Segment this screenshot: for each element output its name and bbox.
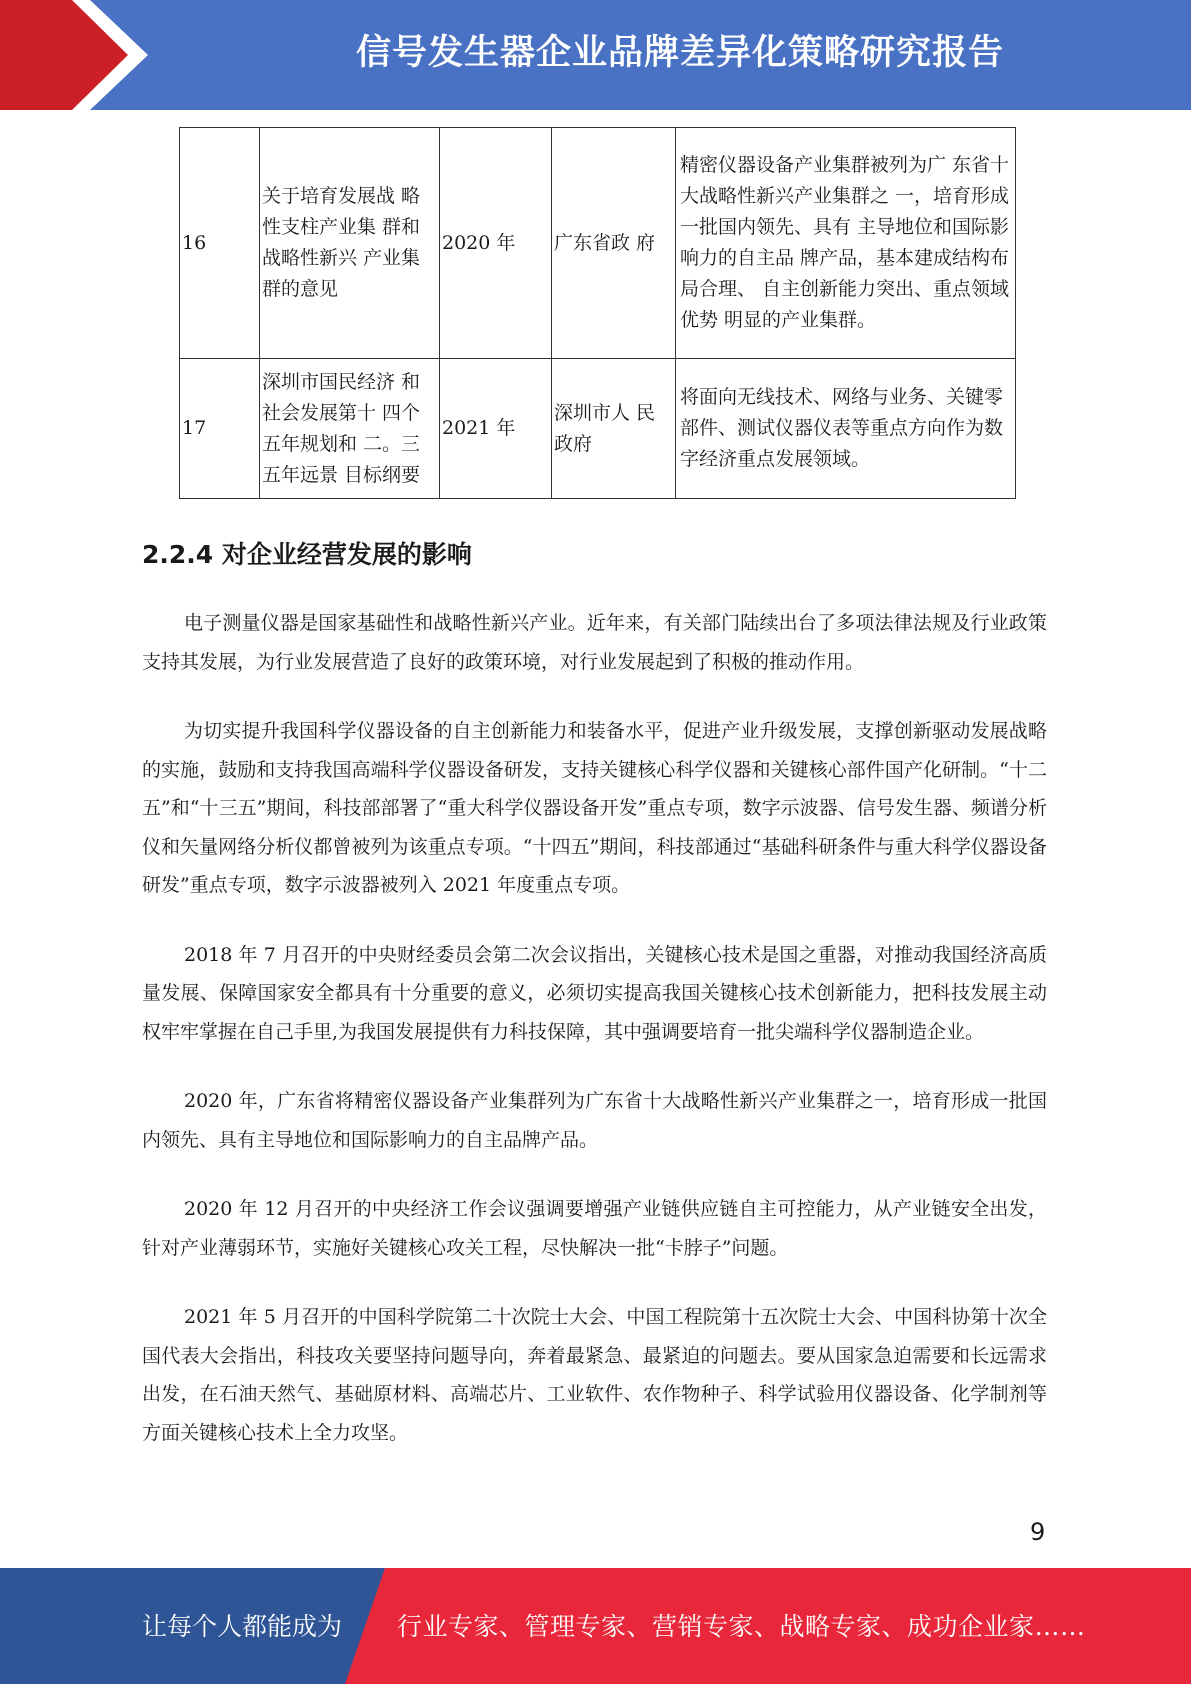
body-text bbox=[142, 604, 1047, 1483]
section-heading: 2.2.4 对企业经营发展的影响 bbox=[142, 540, 472, 569]
page-footer bbox=[0, 1568, 1191, 1684]
paragraph: 2020 年 12 月召开的中央经济工作会议强调要增强产业链供应链自主可控能力，从产业链安全出发，针对产业薄弱环节，实施好关键核心攻关工程，尽快解决一批“卡脖子”问题。 bbox=[142, 1198, 1047, 1259]
table-cell-name: 深圳市国民经济 和社会发展第十 四个五年规划和 二。三五年远景 目标纲要 bbox=[260, 359, 440, 499]
table-cell-no: 16 bbox=[180, 128, 260, 359]
table-cell-name: 关于培育发展战 略性支柱产业集 群和战略性新兴 产业集群的意见 bbox=[260, 128, 440, 359]
table-row bbox=[180, 128, 1016, 359]
table-cell-year: 2020 年 bbox=[440, 128, 552, 359]
table-row bbox=[180, 359, 1016, 499]
page-header bbox=[0, 0, 1191, 110]
paragraph: 电子测量仪器是国家基础性和战略性新兴产业。近年来，有关部门陆续出台了多项法律法规及行业政策支持其发展，为行业发展营造了良好的政策环境，对行业发展起到了积极的推动作用。 bbox=[142, 612, 1047, 673]
table-cell-content: 精密仪器设备产业集群被列为广 东省十大战略性新兴产业集群之 一，培育形成一批国内领先、具有 主导地位和国际影响力的自主品 牌产品，基本建成结构布局合理、 自主创新能力突出、重点领域优势 明显的产业集群。 bbox=[676, 128, 1016, 359]
table-cell-issuer: 广东省政 府 bbox=[552, 128, 676, 359]
table-cell-no: 17 bbox=[180, 359, 260, 499]
paragraph: 2018 年 7 月召开的中央财经委员会第二次会议指出，关键核心技术是国之重器，对推动我国经济高质量发展、保障国家安全都具有十分重要的意义，必须切实提高我国关键核心技术创新能力，把科技发展主动权牢牢掌握在自己手里,为我国发展提供有力科技保障，其中强调要培育一批尖端科学仪器制造企业。 bbox=[142, 943, 1047, 1043]
table-cell-content: 将面向无线技术、网络与业务、关键零部件、测试仪器仪表等重点方向作为数字经济重点发展领域。 bbox=[676, 359, 1016, 499]
policy-table bbox=[179, 127, 1016, 499]
table-cell-issuer: 深圳市人 民政府 bbox=[552, 359, 676, 499]
paragraph: 2020 年，广东省将精密仪器设备产业集群列为广东省十大战略性新兴产业集群之一，培育形成一批国内领先、具有主导地位和国际影响力的自主品牌产品。 bbox=[142, 1090, 1047, 1151]
footer-slogan-left: 让每个人都能成为 bbox=[142, 1612, 343, 1641]
footer-slogan-right: 行业专家、管理专家、营销专家、战略专家、成功企业家…… bbox=[397, 1612, 1086, 1641]
paragraph: 为切实提升我国科学仪器设备的自主创新能力和装备水平，促进产业升级发展，支撑创新驱动发展战略的实施，鼓励和支持我国高端科学仪器设备研发，支持关键核心科学仪器和关键核心部件国产化研制。“十二五”和“十三五”期间，科技部部署了“重大科学仪器设备开发”重点专项，数字示波器、信号发生器、频谱分析仪和矢量网络分析仪都曾被列为该重点专项。“十四五”期间，科技部通过“基础科研条件与重大科学仪器设备研发”重点专项，数字示波器被列入 2021 年度重点专项。 bbox=[142, 720, 1047, 896]
paragraph: 2021 年 5 月召开的中国科学院第二十次院士大会、中国工程院第十五次院士大会、中国科协第十次全国代表大会指出，科技攻关要坚持问题导向，奔着最紧急、最紧迫的问题去。要从国家急迫需要和长远需求出发，在石油天然气、基础原材料、高端芯片、工业软件、农作物种子、科学试验用仪器设备、化学制剂等方面关键核心技术上全力攻坚。 bbox=[142, 1306, 1047, 1444]
table-cell-year: 2021 年 bbox=[440, 359, 552, 499]
page-number: 9 bbox=[1030, 1518, 1046, 1546]
header-arrow-decoration bbox=[0, 0, 150, 110]
report-title: 信号发生器企业品牌差异化策略研究报告 bbox=[355, 33, 1004, 73]
